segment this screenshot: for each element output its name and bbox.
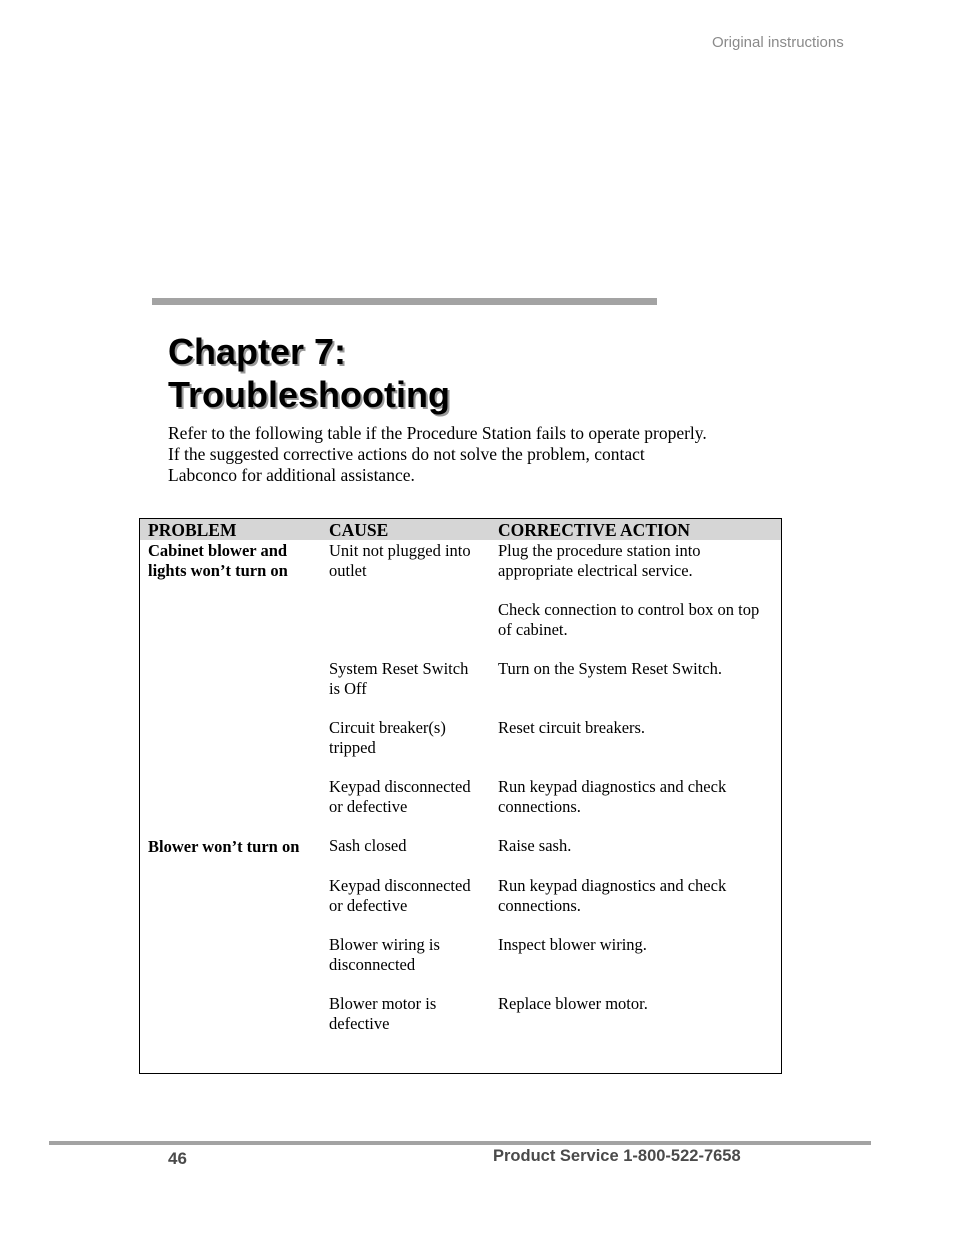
cause-cell: [329, 994, 489, 1034]
cause-line: outlet: [329, 561, 367, 580]
cause-line: defective: [329, 1014, 390, 1033]
footer-rule: [49, 1141, 871, 1145]
action-line: Check connection to control box on top: [498, 600, 760, 619]
cause-line: Unit not plugged into: [329, 541, 471, 560]
action-line: Reset circuit breakers.: [498, 718, 646, 737]
cause-line: Circuit breaker(s): [329, 718, 446, 737]
cause-line: Blower wiring is: [329, 935, 440, 954]
chapter-title-line1: Chapter 7:: [168, 331, 347, 372]
action-line: Plug the procedure station into: [498, 541, 701, 560]
action-line: Run keypad diagnostics and check: [498, 777, 727, 796]
cause-line: tripped: [329, 738, 376, 757]
intro-paragraph: [168, 423, 768, 486]
chapter-rule: [152, 298, 657, 305]
cause-line: or defective: [329, 896, 408, 915]
intro-line: Labconco for additional assistance.: [168, 465, 415, 485]
action-cell: [498, 935, 778, 955]
header-problem: PROBLEM: [148, 520, 237, 540]
troubleshooting-table: [139, 518, 782, 1074]
intro-line: Refer to the following table if the Procedure Station fails to operate properly.: [168, 423, 707, 443]
header-cause: CAUSE: [329, 520, 389, 540]
action-cell: [498, 836, 778, 856]
action-line: Replace blower motor.: [498, 994, 648, 1013]
cause-line: Keypad disconnected: [329, 876, 471, 895]
cause-line: or defective: [329, 797, 408, 816]
action-line: connections.: [498, 797, 581, 816]
action-line: appropriate electrical service.: [498, 561, 693, 580]
header-corrective-action: CORRECTIVE ACTION: [498, 520, 691, 540]
cause-cell: [329, 659, 489, 699]
problem-line: Blower won’t turn on: [148, 837, 300, 856]
cause-line: Sash closed: [329, 836, 407, 855]
cause-cell: [329, 541, 489, 581]
problem-cell: [148, 541, 318, 581]
cause-line: Keypad disconnected: [329, 777, 471, 796]
problem-line: Cabinet blower and: [148, 541, 288, 560]
action-line: Inspect blower wiring.: [498, 935, 647, 954]
page-number: 46: [168, 1149, 187, 1168]
action-line: Turn on the System Reset Switch.: [498, 659, 722, 678]
cause-cell: [329, 876, 489, 916]
cause-cell: [329, 935, 489, 975]
cause-cell: [329, 718, 489, 758]
action-cell: [498, 994, 778, 1014]
cause-cell: [329, 777, 489, 817]
action-cell: [498, 541, 778, 581]
action-cell: [498, 876, 778, 916]
problem-line: lights won’t turn on: [148, 561, 288, 580]
action-cell: [498, 600, 778, 640]
cause-line: System Reset Switch: [329, 659, 469, 678]
cause-line: is Off: [329, 679, 367, 698]
action-line: connections.: [498, 896, 581, 915]
chapter-title: [168, 330, 450, 416]
product-service-line: Product Service 1-800-522-7658: [493, 1147, 741, 1165]
action-cell: [498, 718, 778, 738]
cause-cell: [329, 836, 489, 856]
action-line: Run keypad diagnostics and check: [498, 876, 727, 895]
cause-line: Blower motor is: [329, 994, 437, 1013]
action-cell: [498, 659, 778, 679]
problem-cell: [148, 837, 318, 857]
action-cell: [498, 777, 778, 817]
action-line: Raise sash.: [498, 836, 572, 855]
intro-line: If the suggested corrective actions do not solve the problem, contact: [168, 444, 645, 464]
action-line: of cabinet.: [498, 620, 568, 639]
cause-line: disconnected: [329, 955, 416, 974]
chapter-title-line2: Troubleshooting: [168, 374, 450, 415]
header-note: Original instructions: [712, 34, 844, 51]
